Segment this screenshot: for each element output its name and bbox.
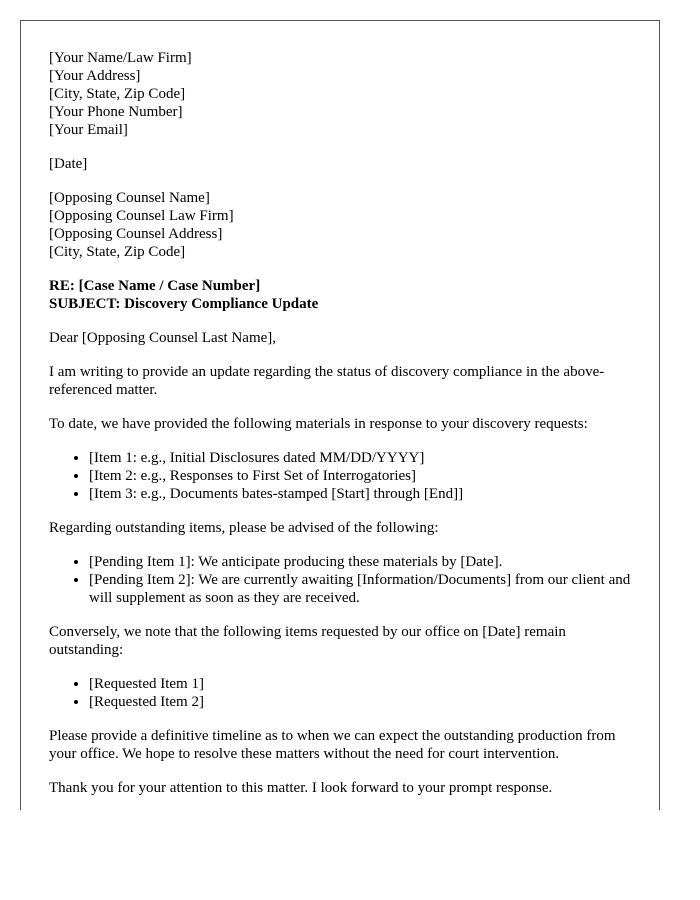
salutation: Dear [Opposing Counsel Last Name], (49, 330, 277, 346)
letter-date: [Date] (49, 156, 88, 172)
outstanding-intro-paragraph: Regarding outstanding items, please be advised of the following: (49, 520, 439, 536)
sender-name-firm: [Your Name/Law Firm] (49, 50, 192, 66)
letter-page (20, 20, 660, 810)
recipient-address: [Opposing Counsel Address] (49, 226, 223, 242)
recipient-city-state-zip: [City, State, Zip Code] (49, 244, 186, 260)
date-block (49, 155, 631, 173)
list-item: • [Requested Item 2] (89, 693, 631, 711)
sender-block (49, 49, 631, 139)
re-line: RE: [Case Name / Case Number] (49, 278, 261, 294)
provided-intro-paragraph: To date, we have provided the following materials in response to your discovery requests: (49, 416, 588, 432)
list-item: • [Requested Item 1] (89, 675, 631, 693)
list-item: • [Pending Item 1]: We anticipate producing these materials by [Date]. (89, 553, 631, 571)
list-item: • [Item 2: e.g., Responses to First Set of Interrogatories] (89, 467, 631, 485)
provided-items-list (49, 449, 631, 503)
requested-items-list (49, 675, 631, 711)
recipient-block (49, 189, 631, 261)
list-item: • [Item 3: e.g., Documents bates-stamped [Start] through [End]] (89, 485, 631, 503)
requested-intro-paragraph: Conversely, we note that the following items requested by our office on [Date] remain outstanding: (49, 624, 566, 658)
pending-items-list (49, 553, 631, 607)
sender-email: [Your Email] (49, 122, 128, 138)
intro-paragraph: I am writing to provide an update regarding the status of discovery compliance in the above-referenced matter. (49, 364, 605, 398)
sender-city-state-zip: [City, State, Zip Code] (49, 86, 186, 102)
list-item: • [Pending Item 2]: We are currently awaiting [Information/Documents] from our client and will supplement as soon as they are received. (89, 571, 631, 607)
list-item: • [Item 1: e.g., Initial Disclosures dated MM/DD/YYYY] (89, 449, 631, 467)
subject-line: SUBJECT: Discovery Compliance Update (49, 296, 319, 312)
timeline-paragraph: Please provide a definitive timeline as to when we can expect the outstanding production from your office. We hope to resolve these matters without the need for court intervention. (49, 728, 616, 762)
re-subject-block (49, 277, 631, 313)
recipient-firm: [Opposing Counsel Law Firm] (49, 208, 234, 224)
sender-phone: [Your Phone Number] (49, 104, 183, 120)
recipient-name: [Opposing Counsel Name] (49, 190, 210, 206)
sender-address: [Your Address] (49, 68, 141, 84)
closing-paragraph: Thank you for your attention to this matter. I look forward to your prompt response. (49, 780, 553, 796)
